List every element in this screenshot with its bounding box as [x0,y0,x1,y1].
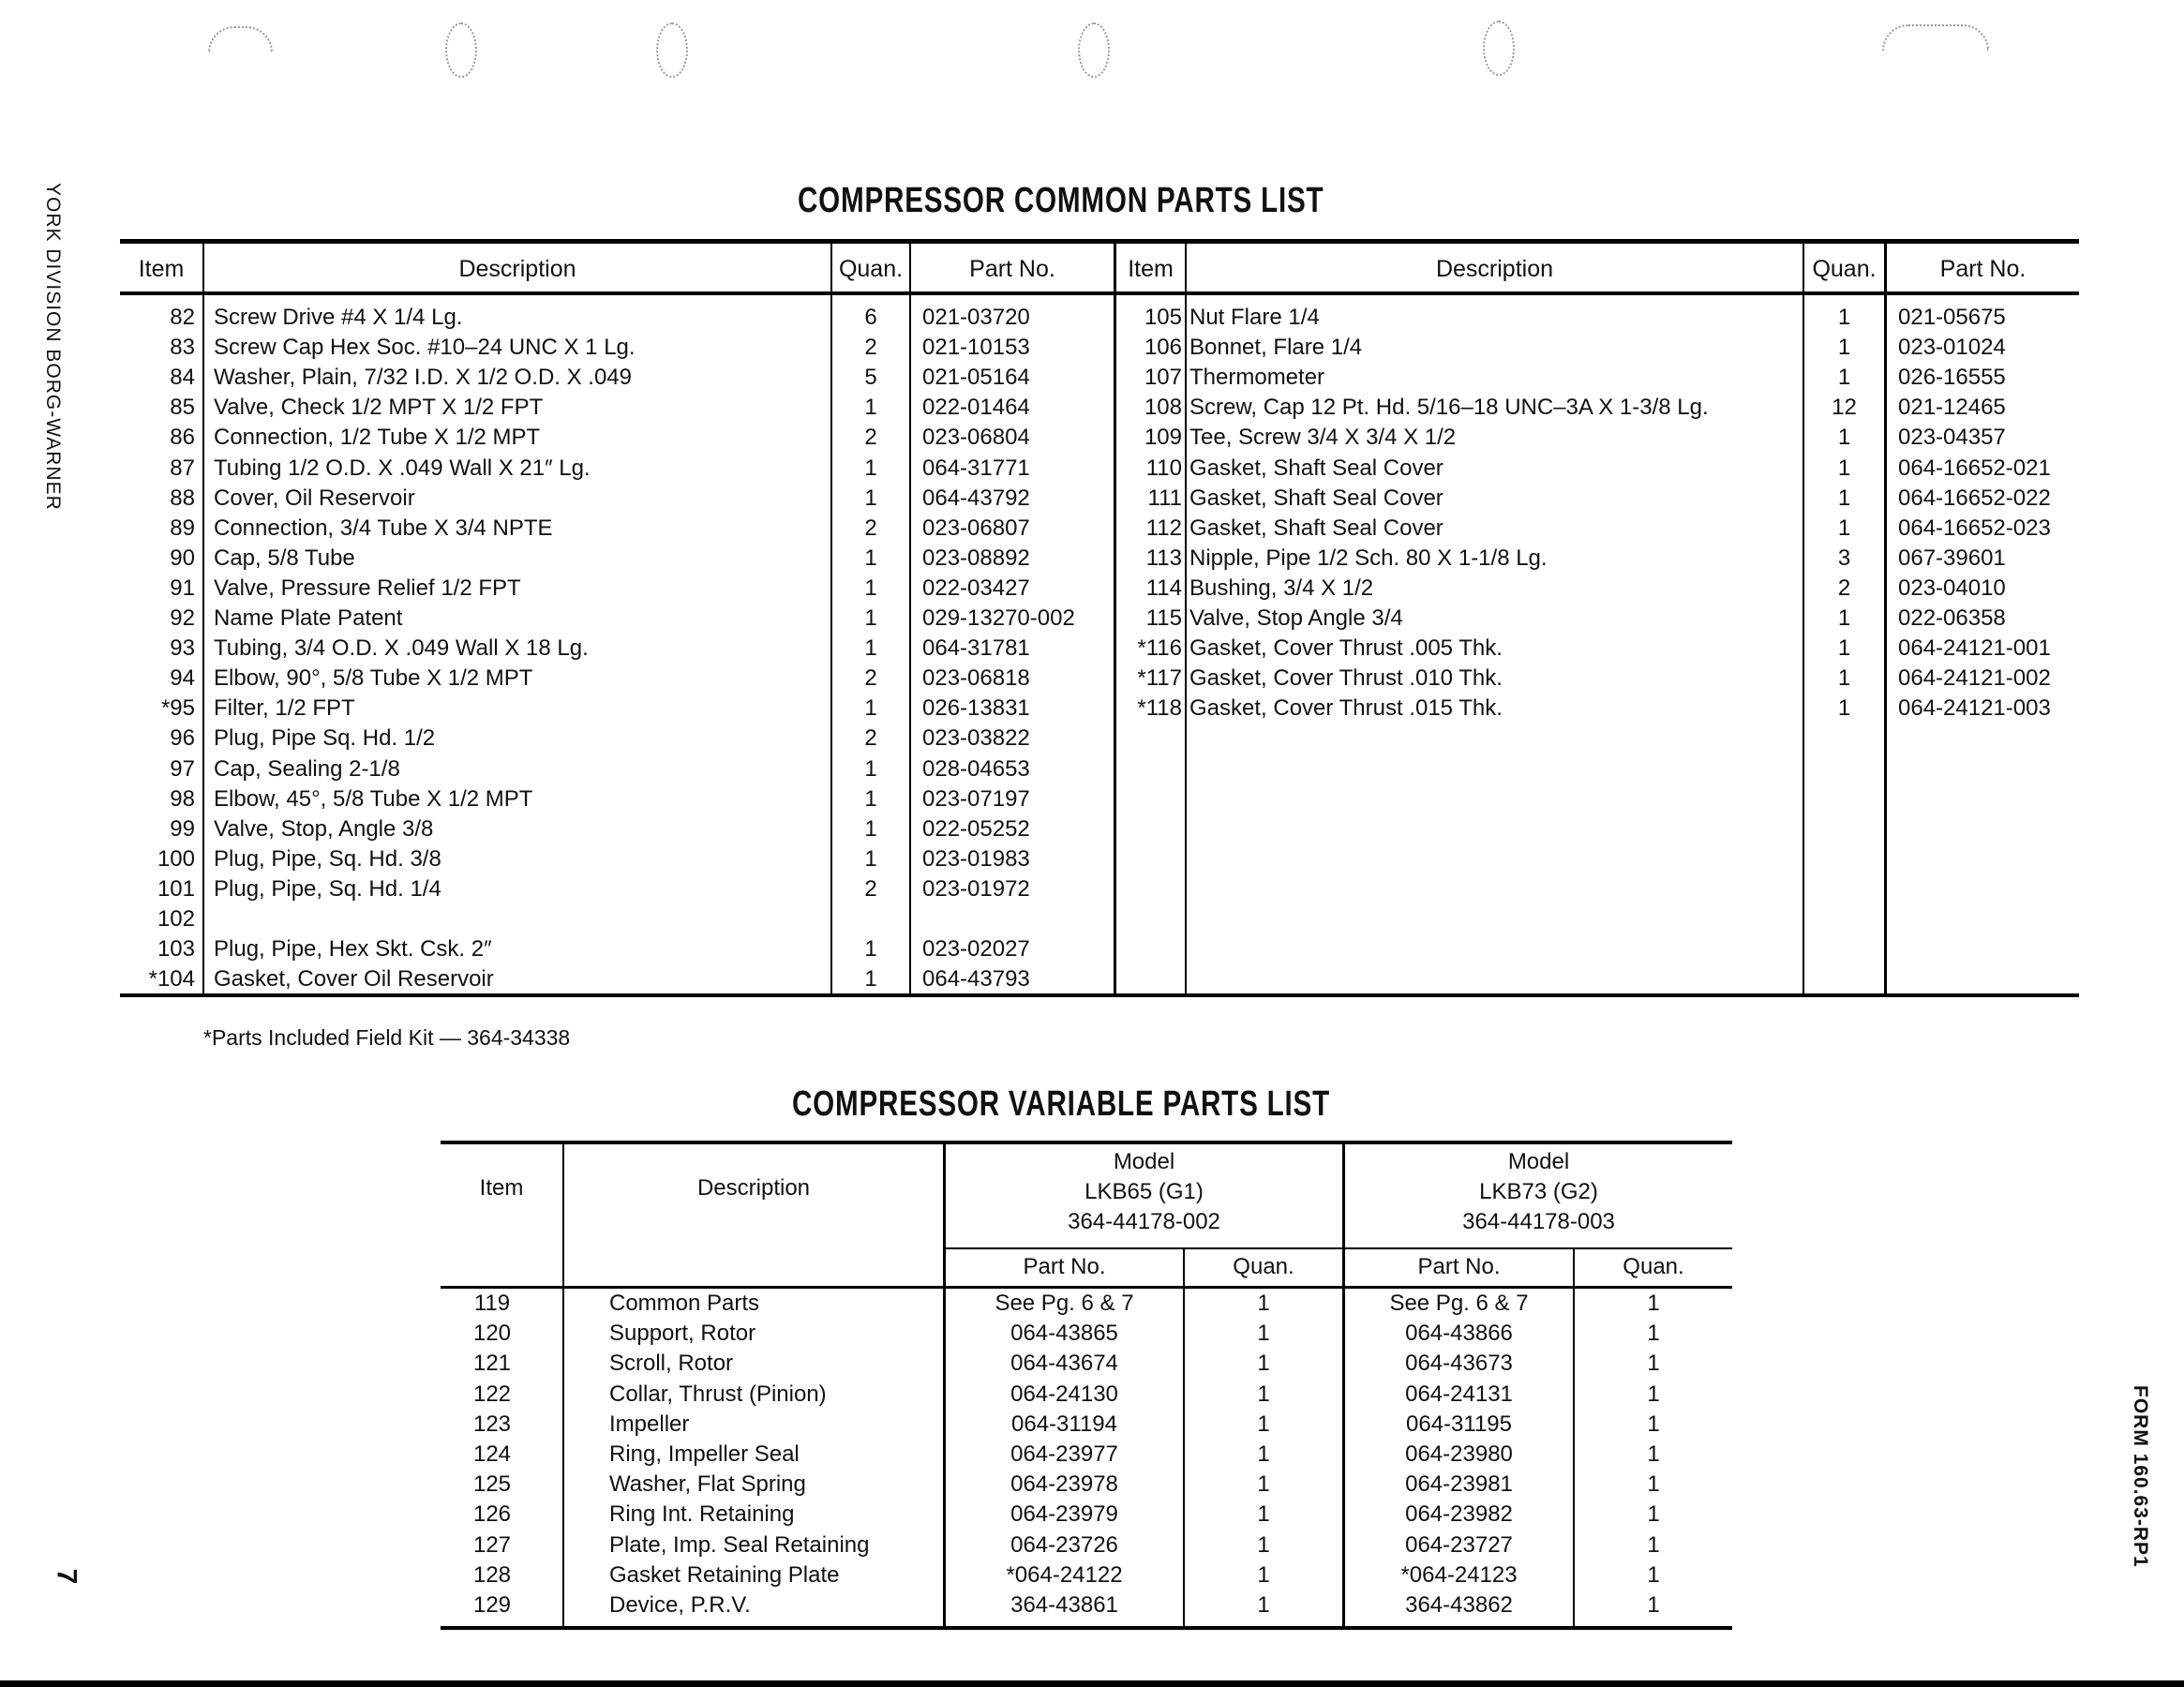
part-description: Screw Cap Hex Soc. #10–24 UNC X 1 Lg. [214,335,636,361]
part-description: Washer, Flat Spring [609,1471,806,1498]
form-number-label: FORM 160.63-RP1 [2130,1385,2151,1568]
item-number: 124 [472,1441,512,1467]
part-number: 022-05252 [922,815,1030,842]
model-1-part-number: 364-43861 [1010,1592,1118,1618]
model-1-part-number: 064-31194 [1011,1411,1117,1437]
part-description: Plug, Pipe, Hex Skt. Csk. 2″ [214,936,492,963]
model-1-quantity: 1 [1257,1381,1270,1407]
model-1-quantity: 1 [1257,1411,1270,1437]
item-number: 122 [472,1381,512,1407]
part-description: Nipple, Pipe 1/2 Sch. 80 X 1-1/8 Lg. [1189,545,1548,571]
quantity: 1 [864,785,877,812]
table-row [120,936,2079,966]
quantity: 1 [864,395,877,421]
quantity: 2 [864,665,877,692]
common-parts-table [120,239,2079,1000]
quantity: 2 [864,515,877,541]
item-number: 103 [157,936,195,963]
part-number: 021-05675 [1898,305,2006,330]
table-row [120,575,2079,605]
table-row [441,1411,1732,1441]
common-parts-title: COMPRESSOR COMMON PARTS LIST [798,181,1324,220]
quantity: 1 [864,605,877,631]
table-row [120,876,2079,906]
table-row [120,695,2079,725]
binder-hole-mark [1882,24,1989,51]
header-item: Item [1128,256,1174,282]
table-row [120,305,2079,335]
model-2-quantity: 1 [1647,1291,1660,1316]
item-number: 109 [1144,425,1182,451]
part-description: Gasket, Shaft Seal Cover [1189,485,1444,511]
model-2-part-number: 064-31195 [1406,1411,1512,1437]
part-description: Tubing, 3/4 O.D. X .049 Wall X 18 Lg. [214,635,589,662]
part-number: 026-16555 [1898,365,2006,391]
part-description: Elbow, 45°, 5/8 Tube X 1/2 MPT [214,785,533,812]
part-number: 023-04357 [1898,425,2006,451]
part-description: Gasket, Shaft Seal Cover [1189,455,1444,481]
quantity: 12 [1832,395,1857,421]
quantity: 1 [1837,605,1851,631]
table-row [120,515,2079,545]
part-number: 021-10153 [922,335,1030,361]
table-rule [120,291,2079,295]
quantity: 6 [864,305,877,330]
model-1-part-number: 064-23978 [1010,1471,1118,1498]
quantity: 1 [1837,425,1851,451]
part-number: 067-39601 [1898,545,2006,571]
part-number: 064-24121-001 [1898,635,2051,662]
table-row [120,906,2079,936]
table-row [441,1381,1732,1411]
part-description: Gasket, Cover Thrust .015 Thk. [1189,695,1503,722]
item-number: 92 [170,605,195,631]
item-number: 86 [170,425,195,451]
part-description: Valve, Check 1/2 MPT X 1/2 FPT [214,395,544,421]
table-rule [120,239,2079,244]
quantity: 1 [864,485,877,511]
part-description: Connection, 1/2 Tube X 1/2 MPT [214,425,541,451]
model-2-label: Model [1507,1149,1570,1174]
part-description: Support, Rotor [609,1321,756,1347]
model-1-part-number: *064-24122 [1006,1561,1123,1588]
item-number: 115 [1145,605,1182,631]
part-description: Connection, 3/4 Tube X 3/4 NPTE [214,515,553,541]
table-row [441,1471,1732,1501]
model-2-quantity: 1 [1647,1592,1660,1618]
table-rule [441,1626,1732,1630]
model-2-part-number: See Pg. 6 & 7 [1389,1291,1529,1316]
quantity: 1 [864,635,877,662]
quantity: 1 [1837,365,1851,391]
item-number: 113 [1145,545,1182,571]
quantity: 1 [864,545,877,571]
item-number: 126 [472,1501,512,1528]
item-number: 88 [170,485,195,511]
model-2-part-number: *064-24123 [1400,1561,1518,1588]
header-part-no: Part No. [969,256,1055,282]
binder-hole-mark [445,22,477,78]
part-number: 029-13270-002 [922,605,1075,631]
part-description: Elbow, 90°, 5/8 Tube X 1/2 MPT [214,665,533,692]
model-2-quantity: 1 [1647,1321,1660,1347]
item-number: 114 [1145,575,1182,601]
table-row [441,1532,1732,1562]
item-number: 85 [170,395,195,421]
table-row [120,605,2079,635]
model-1-quantity: 1 [1257,1531,1270,1558]
item-number: *95 [160,695,195,722]
model-1-part-number: 064-23726 [1010,1531,1118,1558]
model-2-quantity: 1 [1647,1471,1660,1498]
quantity: 1 [864,936,877,963]
model-2-part-number: 064-23727 [1405,1531,1513,1558]
header-part-no: Part No. [1417,1254,1501,1279]
quantity: 3 [1837,545,1851,571]
part-number: 021-03720 [922,305,1030,330]
model-1-part-number: 064-23979 [1010,1501,1118,1528]
table-row [120,425,2079,455]
model-2-quantity: 1 [1647,1411,1660,1437]
part-number: 064-16652-021 [1898,455,2051,481]
item-number: 107 [1144,365,1182,391]
part-description: Scroll, Rotor [609,1351,734,1377]
part-description: Gasket Retaining Plate [609,1561,840,1588]
table-row [120,725,2079,755]
part-number: 064-24121-003 [1898,695,2051,722]
model-2-quantity: 1 [1647,1441,1660,1467]
part-description: Screw Drive #4 X 1/4 Lg. [214,305,463,330]
quantity: 5 [864,365,877,391]
quantity: 1 [1837,335,1851,361]
model-2-part-number: 064-43866 [1405,1321,1513,1347]
item-number: *116 [1137,635,1182,662]
table-row [120,665,2079,695]
model-2-part-number: 064-23980 [1405,1441,1513,1467]
part-number: 023-06818 [922,665,1030,692]
part-number: 064-43792 [922,485,1030,511]
header-quan: Quan. [838,256,904,282]
part-number: 023-02027 [922,936,1030,963]
item-number: 83 [170,335,195,361]
header-item: Item [138,256,185,282]
part-number: 026-13831 [922,695,1030,722]
model-2-part-number: 364-43862 [1405,1592,1513,1618]
table-row [120,756,2079,786]
table-row [120,635,2079,665]
table-row [441,1501,1732,1531]
item-number: 98 [170,785,195,812]
part-description: Cap, 5/8 Tube [214,545,355,571]
model-2-quantity: 1 [1647,1561,1660,1588]
quantity: 1 [864,455,877,481]
quantity: 2 [864,875,877,902]
model-1-part-number: See Pg. 6 & 7 [995,1291,1134,1316]
part-description: Plug, Pipe, Sq. Hd. 1/4 [214,875,441,902]
part-number: 064-16652-023 [1898,515,2051,541]
part-description: Plate, Imp. Seal Retaining [609,1531,870,1558]
part-number: 023-04010 [1898,575,2006,601]
part-number: 023-07197 [922,785,1030,812]
table-row [120,816,2079,846]
table-row [120,786,2079,816]
model-2-part-number: 064-24131 [1405,1381,1513,1407]
quantity: 2 [1837,575,1851,601]
quantity: 1 [1837,515,1851,541]
part-number: 023-01983 [922,845,1030,872]
part-description: Cap, Sealing 2-1/8 [214,755,400,782]
part-number: 023-01024 [1898,335,2006,361]
item-number: 106 [1144,335,1182,361]
table-row [441,1351,1732,1381]
part-description: Cover, Oil Reservoir [214,485,415,511]
part-description: Gasket, Shaft Seal Cover [1189,515,1444,541]
table-row [120,966,2079,996]
part-number: 021-12465 [1898,395,2006,421]
table-rule [441,1141,1732,1144]
model-1-label: Model [1113,1149,1175,1174]
part-description: Collar, Thrust (Pinion) [609,1381,827,1407]
model-1-quantity: 1 [1257,1561,1270,1588]
item-number: 120 [472,1321,512,1347]
part-description: Common Parts [609,1291,760,1316]
table-rule [943,1247,1732,1249]
model-1-quantity: 1 [1257,1351,1270,1377]
item-number: 87 [170,455,195,481]
part-number: 023-01972 [922,875,1030,902]
item-number: 127 [472,1531,512,1558]
item-number: *118 [1137,695,1182,722]
table-row [120,395,2079,425]
binder-hole-mark [656,22,688,78]
item-number: 129 [472,1592,512,1618]
item-number: 123 [472,1411,512,1437]
table-row [120,455,2079,485]
header-description: Description [696,1175,811,1201]
model-1-quantity: 1 [1257,1471,1270,1498]
model-1-part-number: 064-24130 [1010,1381,1118,1407]
item-number: 89 [170,515,195,541]
model-1-number: 364-44178-002 [1068,1209,1220,1234]
quantity: 1 [864,966,877,993]
model-1-quantity: 1 [1257,1441,1270,1467]
item-number: 82 [170,305,195,330]
model-2-part-number: 064-43673 [1405,1351,1513,1377]
table-row [120,485,2079,515]
binder-hole-mark [208,26,273,52]
item-number: 94 [170,665,195,692]
item-number: 96 [170,725,195,752]
item-number: 91 [170,575,195,601]
part-description: Device, P.R.V. [609,1592,751,1618]
table-rule [441,1286,1732,1289]
table-row [120,846,2079,876]
item-number: *117 [1137,665,1182,692]
item-number: 112 [1145,515,1182,541]
table-row [441,1321,1732,1351]
item-number: 105 [1144,305,1182,330]
model-1-quantity: 1 [1257,1501,1270,1528]
part-description: Bonnet, Flare 1/4 [1189,335,1363,361]
quantity: 2 [864,725,877,752]
part-number: 064-24121-002 [1898,665,2051,692]
model-2-quantity: 1 [1647,1381,1660,1407]
quantity: 1 [864,575,877,601]
part-description: Plug, Pipe Sq. Hd. 1/2 [214,725,436,752]
variable-parts-table [441,1141,1732,1628]
item-number: 128 [472,1561,512,1588]
header-description: Description [458,256,576,282]
part-description: Plug, Pipe, Sq. Hd. 3/8 [214,845,441,872]
quantity: 1 [1837,635,1851,662]
part-description: Impeller [609,1411,690,1437]
item-number: 102 [157,906,195,932]
binder-hole-mark [1483,21,1515,76]
part-description: Gasket, Cover Oil Reservoir [214,966,494,993]
model-2-part-number: 064-23981 [1405,1471,1513,1498]
quantity: 2 [864,335,877,361]
part-description: Gasket, Cover Thrust .010 Thk. [1189,665,1503,692]
page-bottom-edge [0,1680,2184,1687]
item-number: 84 [170,365,195,391]
header-quan: Quan. [1623,1254,1684,1279]
header-quan: Quan. [1233,1254,1294,1279]
part-description: Screw, Cap 12 Pt. Hd. 5/16–18 UNC–3A X 1-3/8 Lg. [1189,395,1709,421]
item-number: 108 [1144,395,1182,421]
model-1-part-number: 064-23977 [1010,1441,1118,1467]
part-number: 022-06358 [1898,605,2006,631]
model-1-part-number: 064-43865 [1010,1321,1118,1347]
model-1-part-number: 064-43674 [1010,1351,1118,1377]
part-number: 022-03427 [922,575,1030,601]
model-2-number: 364-44178-003 [1462,1209,1615,1234]
table-row [441,1592,1732,1622]
part-description: Valve, Stop Angle 3/4 [1189,605,1403,631]
model-2-quantity: 1 [1647,1501,1660,1528]
model-1-quantity: 1 [1257,1592,1270,1618]
part-description: Nut Flare 1/4 [1189,305,1320,330]
item-number: 97 [170,755,195,782]
part-description: Washer, Plain, 7/32 I.D. X 1/2 O.D. X .049 [214,365,632,391]
item-number: 110 [1145,455,1182,481]
model-1-name: LKB65 (G1) [1085,1179,1204,1204]
model-2-part-number: 064-23982 [1405,1501,1513,1528]
part-number: 064-31771 [922,455,1030,481]
table-row [120,335,2079,365]
part-description: Filter, 1/2 FPT [214,695,355,722]
part-description: Valve, Pressure Relief 1/2 FPT [214,575,521,601]
part-number: 023-08892 [922,545,1030,571]
item-number: 99 [170,815,195,842]
part-number: 064-43793 [922,966,1030,993]
part-number: 021-05164 [922,365,1030,391]
part-number: 064-16652-022 [1898,485,2051,511]
variable-parts-title: COMPRESSOR VARIABLE PARTS LIST [792,1084,1330,1124]
part-description: Tee, Screw 3/4 X 3/4 X 1/2 [1189,425,1457,451]
table-row [441,1562,1732,1592]
part-description: Bushing, 3/4 X 1/2 [1189,575,1374,601]
quantity: 1 [1837,305,1851,330]
model-1-quantity: 1 [1257,1321,1270,1347]
model-2-name: LKB73 (G2) [1479,1179,1598,1204]
item-number: 111 [1147,485,1182,511]
item-number: 90 [170,545,195,571]
header-part-no: Part No. [1023,1254,1106,1279]
field-kit-footnote: *Parts Included Field Kit — 364-34338 [203,1025,571,1050]
model-2-quantity: 1 [1647,1351,1660,1377]
quantity: 1 [864,695,877,722]
part-number: 064-31781 [922,635,1030,662]
table-row [441,1291,1732,1321]
quantity: 1 [864,845,877,872]
header-quan: Quan. [1812,256,1877,282]
model-1-quantity: 1 [1257,1291,1270,1316]
item-number: 100 [157,845,195,872]
part-description: Name Plate Patent [214,605,403,631]
table-row [441,1441,1732,1471]
company-margin-label: YORK DIVISION BORG-WARNER [42,183,64,511]
header-part-no: Part No. [1939,256,2027,282]
binder-hole-mark [1078,22,1110,78]
table-row [120,365,2079,395]
item-number: *104 [148,966,195,993]
item-number: 125 [472,1471,512,1498]
part-number: 022-01464 [922,395,1030,421]
quantity: 1 [1837,665,1851,692]
quantity: 1 [1837,695,1851,722]
part-description: Ring Int. Retaining [609,1501,795,1528]
part-description: Tubing 1/2 O.D. X .049 Wall X 21″ Lg. [214,455,591,481]
item-number: 101 [157,875,195,902]
part-description: Ring, Impeller Seal [609,1441,800,1467]
part-description: Valve, Stop, Angle 3/8 [214,815,434,842]
page-number: 7 [51,1568,82,1585]
quantity: 2 [864,425,877,451]
item-number: 93 [170,635,195,662]
part-description: Gasket, Cover Thrust .005 Thk. [1189,635,1503,662]
table-row [120,545,2079,575]
part-number: 023-06807 [922,515,1030,541]
part-number: 023-06804 [922,425,1030,451]
part-number: 023-03822 [922,725,1030,752]
item-number: 121 [472,1351,512,1377]
quantity: 1 [864,755,877,782]
quantity: 1 [1837,455,1851,481]
model-2-quantity: 1 [1647,1531,1660,1558]
item-number: 119 [473,1291,511,1316]
header-item: Item [479,1175,524,1201]
part-number: 028-04653 [922,755,1030,782]
header-description: Description [1435,256,1554,282]
part-description: Thermometer [1189,365,1325,391]
quantity: 1 [1837,485,1851,511]
quantity: 1 [864,815,877,842]
